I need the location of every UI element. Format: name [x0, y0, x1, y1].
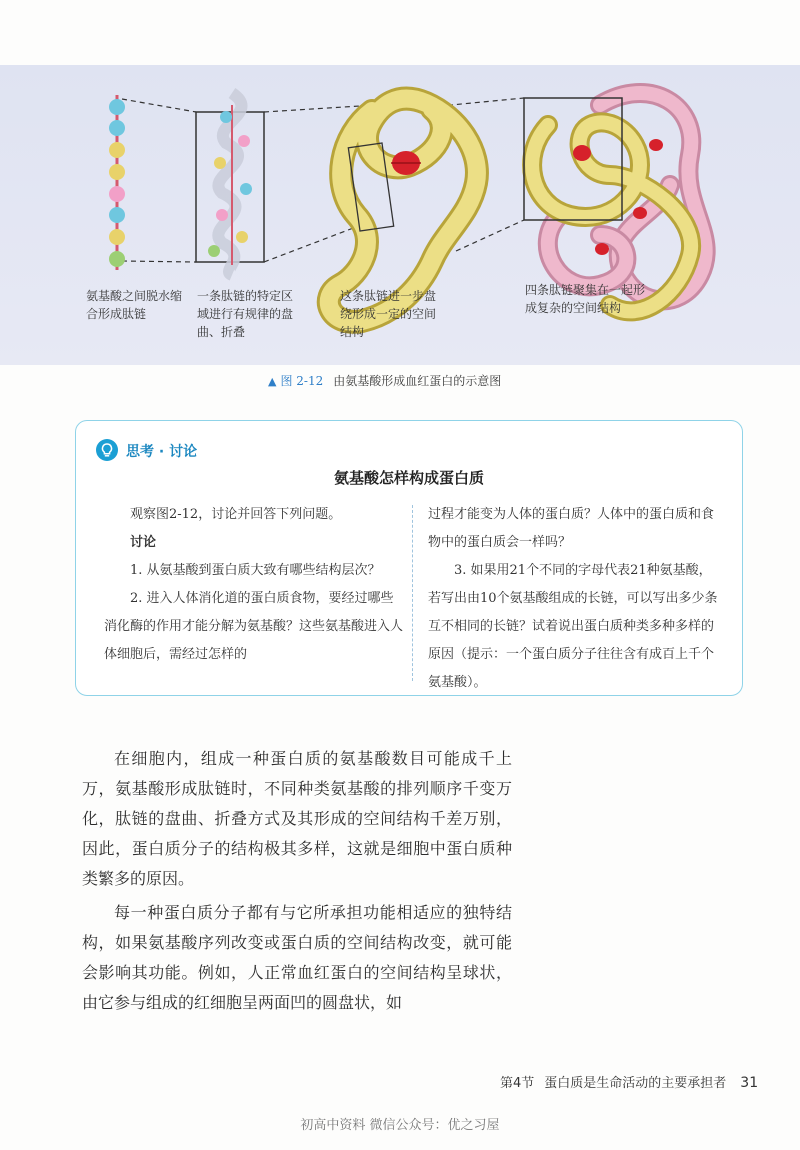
discussion-title: 氨基酸怎样构成蛋白质: [333, 469, 484, 487]
page-number: 31: [740, 1075, 759, 1091]
discussion-intro: 观察图2-12，讨论并回答下列问题。: [130, 507, 342, 522]
footer-section: 第4节: [500, 1076, 535, 1091]
footer-title: 蛋白质是生命活动的主要承担者: [544, 1076, 727, 1091]
caption-number: 图 2-12: [280, 374, 324, 388]
hemoglobin-tetramer: [524, 93, 706, 311]
helix-region: [196, 93, 264, 275]
lightbulb-icon: [96, 439, 118, 461]
main-body-text: [82, 744, 512, 1022]
paragraph-1: 在细胞内，组成一种蛋白质的氨基酸数目可能成千上万，氨基酸形成肽链时，不同种类氨基酸的排列顺序千变万化，肽链的盘曲、折叠方式及其形成的空间结构千差万别，因此，蛋白质分子的结构极其多样，这就是细胞中蛋白质种类繁多的原因。: [82, 749, 512, 888]
question-2-part-1: 2. 进入人体消化道的蛋白质食物，要经过哪些消化酶的作用才能分解为氨基酸？这些氨基酸进入人体细胞后，需经过怎样的: [104, 591, 404, 662]
column-divider: [412, 505, 413, 681]
question-3: 3. 如果用21个不同的字母代表21种氨基酸，若写出由10个氨基酸组成的长链，可以写出多少条互不相同的长链？试着说出蛋白质种类多种多样的原因（提示：一个蛋白质分子往往含有成百上千个氨基酸）。: [428, 563, 718, 690]
question-1: 1. 从氨基酸到蛋白质大致有哪些结构层次？: [130, 563, 381, 578]
figure-label-tetramer: 四条肽链聚集在一起形 成复杂的空间结构: [525, 283, 646, 315]
discussion-right-column: [428, 501, 720, 697]
watermark-text: 初高中资料 微信公众号：优之习屋: [300, 1118, 500, 1133]
discussion-subhead: 讨论: [130, 535, 157, 550]
figure-label-helix: 一条肽链的特定区 域进行有规律的盘 曲、折叠: [197, 289, 294, 339]
page-footer: [500, 1072, 758, 1091]
figure-label-amino-acids: 氨基酸之间脱水缩 合形成肽链: [86, 289, 183, 321]
caption-triangle-icon: ▲: [268, 375, 277, 388]
paragraph-2: 每一种蛋白质分子都有与它所承担功能相适应的独特结构，如果氨基酸序列改变或蛋白质的空间结构改变，就可能会影响其功能。例如，人正常血红蛋白的空间结构呈球状，由它参与组成的红细胞呈两面凹的圆盘状，如: [82, 903, 512, 1012]
discussion-left-column: [104, 501, 404, 669]
figure-caption: [268, 372, 501, 389]
amino-acid-chain: [109, 95, 125, 270]
discussion-box: [75, 420, 743, 696]
question-2-part-2: 过程才能变为人体的蛋白质？人体中的蛋白质和食物中的蛋白质会一样吗？: [428, 507, 715, 550]
figure-label-folded-chain: 这条肽链进一步盘 绕形成一定的空间 结构: [340, 289, 437, 339]
caption-text: 由氨基酸形成血红蛋白的示意图: [333, 374, 502, 388]
discussion-tag: 思考 · 讨论: [126, 444, 198, 460]
